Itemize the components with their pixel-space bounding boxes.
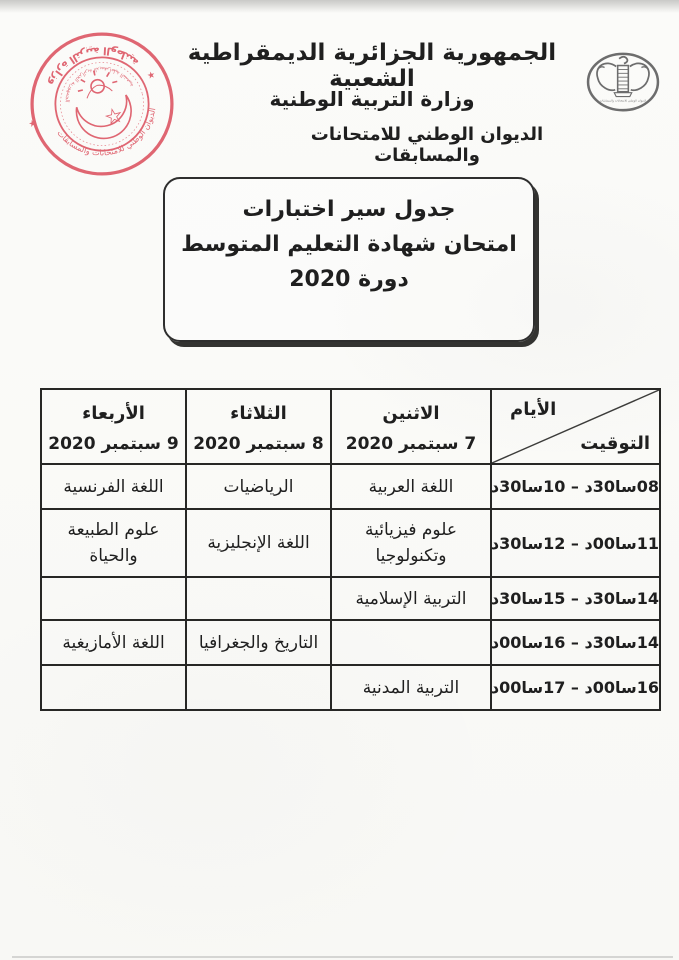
stamp-ring-bottom-text: الديوان الوطني للامتحانات والمسابقات: [55, 107, 158, 158]
scan-bottom-edge: [12, 956, 673, 958]
svg-text:الديوان الوطني للامتحانات والم: [54, 105, 166, 169]
subject-cell: علوم فيزيائية وتكنولوجيا: [331, 509, 491, 577]
time-slot: 08سا30د – 10سا30د: [491, 464, 660, 509]
time-label: التوقيت: [580, 433, 650, 454]
day-name: الاثنين: [382, 402, 440, 424]
subject-cell: اللغة الأمازيغية: [41, 620, 186, 665]
header-row: [41, 389, 660, 464]
scan-top-edge: [0, 0, 679, 13]
day-date: 9 سبتمبر 2020: [48, 433, 179, 454]
day-date: 7 سبتمبر 2020: [345, 433, 477, 454]
stamp-ring-top-text: وزارة التربية الوطنية: [46, 44, 142, 88]
exam-schedule-table: [40, 388, 661, 711]
stamp-star-right-icon: ★: [146, 70, 157, 82]
day-name: الأربعاء: [82, 402, 145, 424]
republic-title: الجمهورية الجزائرية الديمقراطية الشعبية: [187, 40, 557, 92]
stamp-star-left-icon: ★: [27, 118, 39, 131]
subject-cell: علوم الطبيعة والحياة: [41, 509, 186, 577]
subject-cell: الرياضيات: [186, 464, 331, 509]
ministry-stamp-icon: [26, 28, 178, 180]
table-row: [41, 620, 660, 665]
onec-logo-caption: الديوان الوطني للامتحانات والمسابقات: [599, 98, 647, 103]
time-slot: 11سا00د – 12سا30د: [491, 509, 660, 577]
time-slot: 14سا30د – 16سا00د: [491, 620, 660, 665]
exam-title-line-1: جدول سير اختبارات: [242, 197, 456, 222]
subject-cell: اللغة العربية: [331, 464, 491, 509]
exam-title-line-2: امتحان شهادة التعليم المتوسط: [181, 232, 517, 257]
subject-cell: التربية الإسلامية: [331, 577, 491, 620]
days-label: الأيام: [510, 399, 557, 420]
subject-cell: [186, 577, 331, 620]
subject-cell: التاريخ والجغرافيا: [186, 620, 331, 665]
subject-cell: اللغة الفرنسية: [41, 464, 186, 509]
schedule-table-container: [40, 388, 661, 711]
day-header-monday: [331, 389, 491, 464]
subject-cell: [41, 665, 186, 710]
day-date: 8 سبتمبر 2020: [193, 433, 324, 454]
subject-cell: التربية المدنية: [331, 665, 491, 710]
exam-title-line-3: دورة 2020: [289, 267, 409, 292]
office-title: الديوان الوطني للامتحانات والمسابقات: [310, 124, 544, 166]
subject-cell: [41, 577, 186, 620]
subject-cell: [331, 620, 491, 665]
time-slot: 16سا00د – 17سا00د: [491, 665, 660, 710]
table-row: [41, 577, 660, 620]
stamp-inner-ring-text: الجمهورية الجزائرية الديمقراطية الشعبية: [63, 65, 136, 103]
onec-logo-icon: [584, 50, 662, 116]
table-row: [41, 509, 660, 577]
day-header-wednesday: [41, 389, 186, 464]
table-row: [41, 665, 660, 710]
subject-cell: اللغة الإنجليزية: [186, 509, 331, 577]
exam-title-box: [163, 177, 535, 342]
table-row: [41, 464, 660, 509]
day-name: الثلاثاء: [230, 402, 287, 424]
subject-cell: [186, 665, 331, 710]
ministry-title: وزارة التربية الوطنية: [269, 87, 475, 111]
time-slot: 14سا30د – 15سا30د: [491, 577, 660, 620]
corner-cell: [491, 389, 660, 464]
day-header-tuesday: [186, 389, 331, 464]
